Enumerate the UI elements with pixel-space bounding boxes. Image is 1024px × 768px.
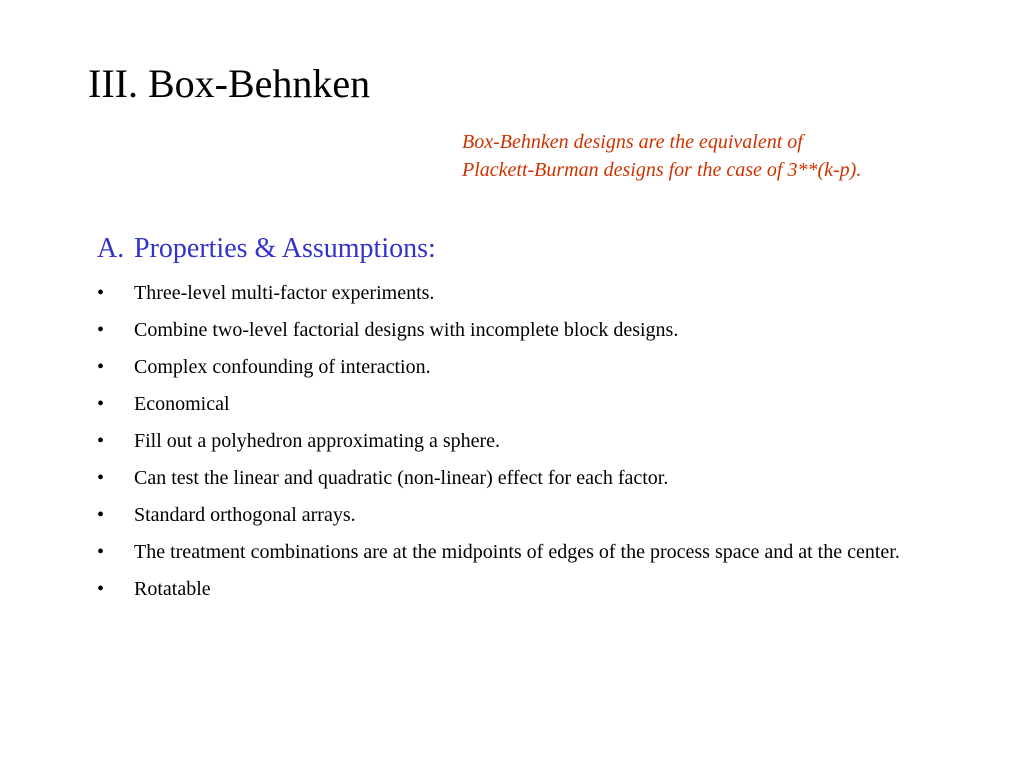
bullet-icon: • bbox=[97, 319, 105, 341]
bullet-text: Rotatable bbox=[134, 578, 211, 600]
note-line-2: Plackett-Burman designs for the case of 3**(k-p). bbox=[462, 159, 862, 181]
bullet-text: Three-level multi-factor experiments. bbox=[134, 282, 435, 304]
bullet-icon: • bbox=[97, 356, 105, 378]
bullet-text: Combine two-level factorial designs with incomplete block designs. bbox=[134, 319, 679, 341]
list-item bbox=[97, 278, 997, 308]
bullet-icon: • bbox=[97, 393, 105, 415]
list-item bbox=[97, 537, 997, 567]
list-item bbox=[97, 500, 997, 530]
slide-title: III. Box-Behnken bbox=[88, 61, 371, 106]
bullet-icon: • bbox=[97, 578, 105, 600]
bullet-text: Economical bbox=[134, 393, 230, 415]
bullet-icon: • bbox=[97, 504, 105, 526]
bullet-icon: • bbox=[97, 282, 105, 304]
list-item bbox=[97, 463, 997, 493]
bullet-text: Can test the linear and quadratic (non-linear) effect for each factor. bbox=[134, 467, 669, 489]
list-item bbox=[97, 574, 997, 604]
bullet-list bbox=[97, 278, 997, 611]
note-box bbox=[462, 128, 1002, 184]
bullet-icon: • bbox=[97, 430, 105, 452]
section-heading bbox=[97, 232, 436, 266]
bullet-text: Complex confounding of interaction. bbox=[134, 356, 431, 378]
bullet-text: The treatment combinations are at the midpoints of edges of the process space and at the center. bbox=[134, 541, 900, 563]
list-item bbox=[97, 389, 997, 419]
section-heading-text: Properties & Assumptions: bbox=[134, 233, 436, 264]
bullet-icon: • bbox=[97, 541, 105, 563]
list-item bbox=[97, 352, 997, 382]
bullet-text: Fill out a polyhedron approximating a sphere. bbox=[134, 430, 501, 452]
bullet-icon: • bbox=[97, 467, 105, 489]
list-item bbox=[97, 315, 997, 345]
list-item bbox=[97, 426, 997, 456]
section-marker: A. bbox=[97, 233, 125, 264]
note-line-1: Box-Behnken designs are the equivalent of bbox=[462, 131, 803, 153]
bullet-text: Standard orthogonal arrays. bbox=[134, 504, 356, 526]
